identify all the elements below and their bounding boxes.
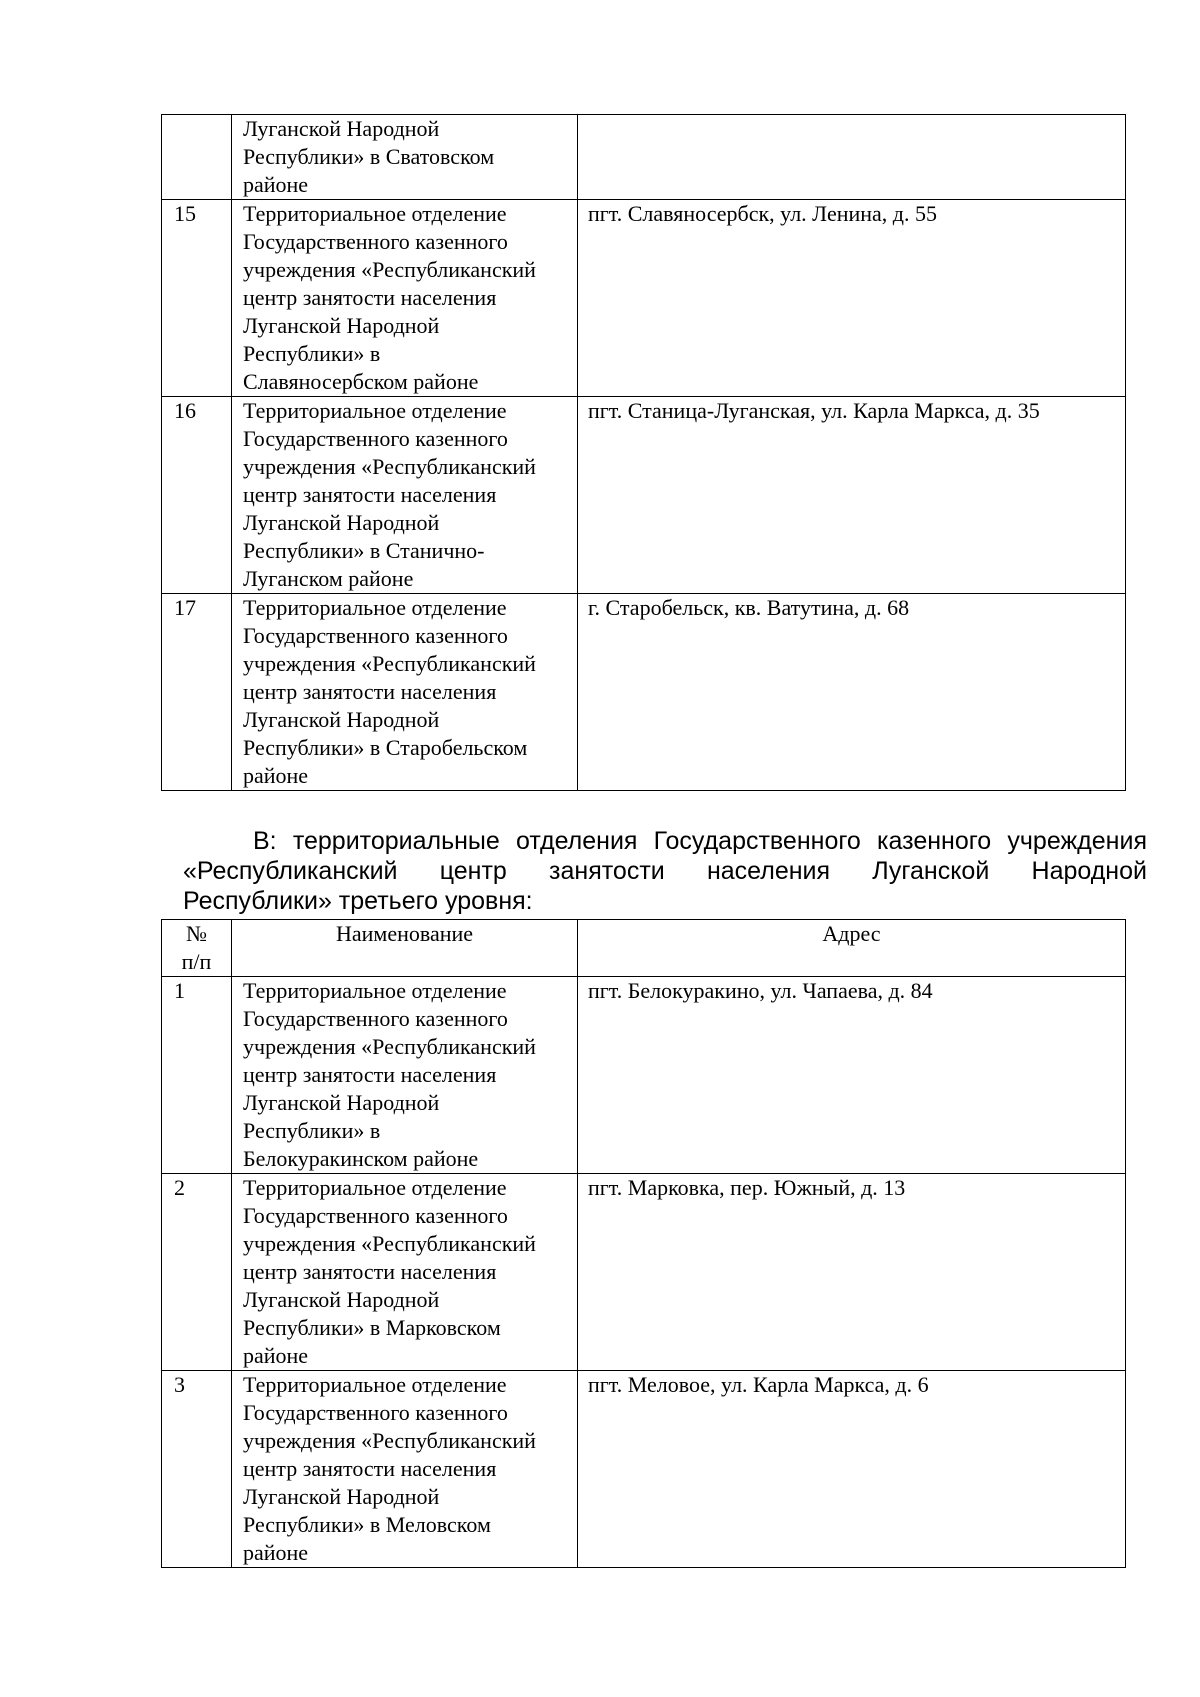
header-name: Наименование	[232, 920, 578, 977]
office-address: пгт. Меловое, ул. Карла Маркса, д. 6	[578, 1371, 1126, 1568]
row-number: 17	[162, 594, 232, 791]
office-address	[578, 115, 1126, 200]
office-name: Территориальное отделение Государственного казенного учреждения «Республиканский центр занятости населения Луганской Народной Республики» в Старобельском районе	[232, 594, 578, 791]
section-b-heading: В: территориальные отделения Государственного казенного учреждения «Республиканский центр занятости населения Луганской Народной Республики» третьего уровня:	[183, 827, 1147, 915]
office-address: пгт. Станица-Луганская, ул. Карла Маркса, д. 35	[578, 397, 1126, 594]
office-name: Территориальное отделение Государственного казенного учреждения «Республиканский центр занятости населения Луганской Народной Республики» в Славяносербском районе	[232, 200, 578, 397]
office-name: Территориальное отделение Государственного казенного учреждения «Республиканский центр занятости населения Луганской Народной Республики» в Меловском районе	[232, 1371, 578, 1568]
office-name: Территориальное отделение Государственного казенного учреждения «Республиканский центр занятости населения Луганской Народной Республики» в Станично- Луганском районе	[232, 397, 578, 594]
row-number	[162, 115, 232, 200]
table-row	[162, 1174, 1126, 1371]
row-number: 3	[162, 1371, 232, 1568]
table-header-row	[162, 920, 1126, 977]
table-row	[162, 594, 1126, 791]
office-name: Территориальное отделение Государственного казенного учреждения «Республиканский центр занятости населения Луганской Народной Республики» в Белокуракинском районе	[232, 977, 578, 1174]
header-address: Адрес	[578, 920, 1126, 977]
office-name: Территориальное отделение Государственного казенного учреждения «Республиканский центр занятости населения Луганской Народной Республики» в Марковском районе	[232, 1174, 578, 1371]
row-number: 16	[162, 397, 232, 594]
row-number: 1	[162, 977, 232, 1174]
table-row	[162, 115, 1126, 200]
offices-table-continued	[161, 114, 1126, 791]
table-row	[162, 200, 1126, 397]
row-number: 15	[162, 200, 232, 397]
table-row	[162, 397, 1126, 594]
header-number: № п/п	[162, 920, 232, 977]
table-row	[162, 977, 1126, 1174]
office-address: г. Старобельск, кв. Ватутина, д. 68	[578, 594, 1126, 791]
row-number: 2	[162, 1174, 232, 1371]
office-name: Луганской Народной Республики» в Сватовском районе	[232, 115, 578, 200]
offices-table-third-level	[161, 919, 1126, 1568]
office-address: пгт. Славяносербск, ул. Ленина, д. 55	[578, 200, 1126, 397]
office-address: пгт. Белокуракино, ул. Чапаева, д. 84	[578, 977, 1126, 1174]
table-row	[162, 1371, 1126, 1568]
office-address: пгт. Марковка, пер. Южный, д. 13	[578, 1174, 1126, 1371]
